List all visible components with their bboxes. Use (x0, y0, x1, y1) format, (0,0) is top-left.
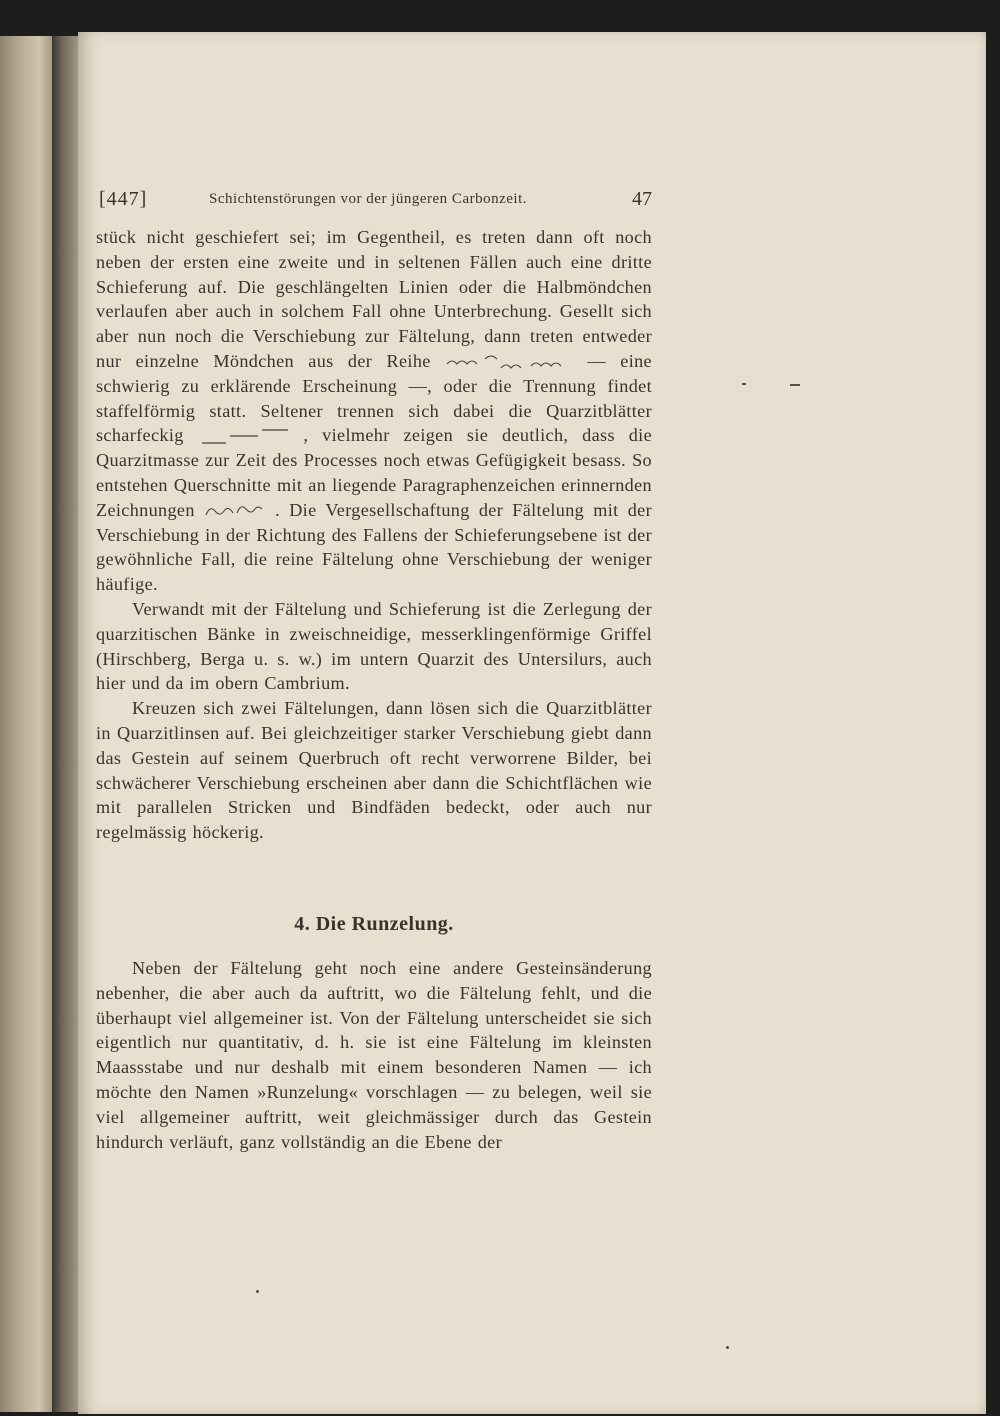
paragraph-1-part-3: , vielmehr zeigen sie deutlich, dass die Quarzitmasse zur Zeit des Processes noch etwas Gefügigkeit besass. So entstehen Querschnitte mit an liegende Paragraphenzeichen erinnernden Zeichnungen (96, 425, 653, 520)
main-text (96, 225, 652, 845)
margin-mark (742, 383, 746, 385)
speck (256, 1290, 259, 1293)
paragraph-1-part-2: — eine schwierig zu erklärende Erscheinung —, oder die Trennung findet staffelförmig statt. Seltener trennen sich dabei die Quarzitblätter scharfeckig (96, 350, 652, 446)
previous-page-edge (0, 36, 52, 1412)
paragraph-2: Verwandt mit der Fältelung und Schieferung ist die Zerlegung der quarzitischen Bänke in zweischneidige, messerklingenförmige Griffel (Hirschberg, Berga u. s. w.) im untern Quarzit des Untersilurs, auch hier und da im obern Cambrium. (96, 599, 652, 694)
staircase-figure-icon (198, 427, 290, 447)
paragraph-1-part-4: . Die Vergesellschaftung der Fältelung mit der Verschiebung in der Richtung des Fallens der Schieferungsebene ist der gewöhnliche Fall, die reine Fältelung ohne Verschiebung der weniger häufige. (96, 499, 653, 595)
section-paragraph: Neben der Fältelung geht noch eine andere Gesteinsänderung nebenher, die aber auch da auftritt, wo die Fältelung fehlt, und die überhaupt viel allgemeiner ist. Von der Fältelung unterscheidet sie sich eigentlich nur quantitativ, d. h. sie ist eine Fältelung im kleinsten Maassstabe und nur deshalb mit einem besonderen Namen — ich möchte den Namen »Runzelung« vorschlagen — zu belegen, weil sie viel allgemeiner auftritt, weit gleichmässiger durch das Gestein hindurch verläuft, ganz vollständig an die Ebene der (96, 958, 652, 1152)
book-gutter (52, 36, 80, 1412)
section-heading: 4. Die Runzelung. (294, 913, 454, 935)
running-title: Schichtenstörungen vor der jüngeren Carbonzeit. (209, 191, 527, 207)
paragraph-1 (96, 225, 652, 597)
paragraph-1-part-1: stück nicht geschiefert sei; im Gegentheil, es treten dann oft noch neben der ersten eine zweite und in seltenen Fällen auch eine dritte Schieferung auf. Die geschlängelten Linien oder die Halbmöndchen verlaufen aber auch in solchem Fall ohne Unterbrechung. Gesellt sich aber nun noch die Verschiebung zur Fältelung, dann treten entweder nur einzelne Möndchen aus der Reihe (96, 227, 652, 371)
section-text (96, 956, 652, 1154)
paragraph-sign-figure-icon (204, 501, 266, 523)
paragraph-3: Kreuzen sich zwei Fältelungen, dann lösen sich die Quarzitblätter in Quarzitlinsen auf. Bei gleichzeitiger starker Verschiebung giebt dann das Gestein auf seinem Querbruch oft recht verworrene Bilder, bei schwächerer Verschiebung erscheinen aber dann die Schichtflächen wie mit parallelen Stricken und Bindfäden bedeckt, oder auch nur regelmässig höckerig. (96, 698, 652, 843)
page-bracket-number: [447] (99, 188, 148, 210)
page-header (99, 183, 652, 213)
speck (726, 1346, 729, 1349)
crescent-row-figure-icon (445, 352, 573, 374)
page-number: 47 (632, 188, 652, 210)
margin-mark (790, 384, 800, 386)
